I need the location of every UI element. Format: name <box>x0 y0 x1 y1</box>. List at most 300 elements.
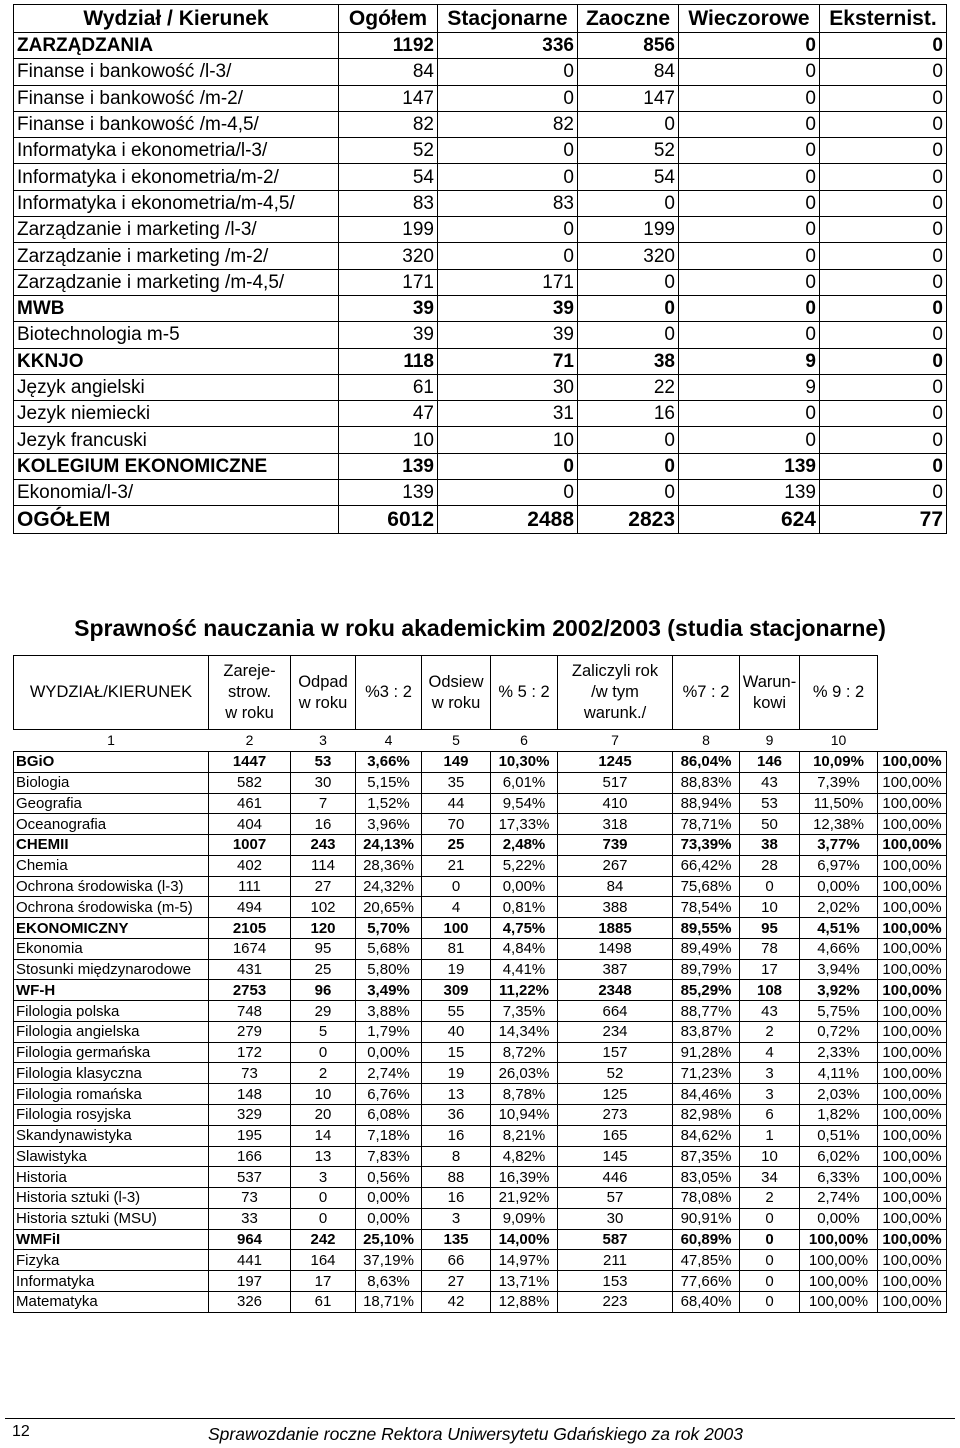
table-row <box>14 938 947 959</box>
cell-conditional-pct: 2,03% <box>800 1084 878 1105</box>
cell-attrition: 19 <box>422 1063 491 1084</box>
cell-conditional: 3 <box>740 1063 800 1084</box>
cell-passed-pct: 88,94% <box>673 793 740 814</box>
cell-total: 54 <box>339 164 438 190</box>
cell-passed: 273 <box>558 1105 673 1126</box>
cell-registered: 73 <box>209 1188 291 1209</box>
cell-conditional-pct: 0,72% <box>800 1021 878 1042</box>
cell-dropout-pct: 0,00% <box>356 1042 422 1063</box>
table-row <box>14 164 947 190</box>
cell-conditional: 10 <box>740 1146 800 1167</box>
cell-attrition-pct: 13,71% <box>491 1271 558 1292</box>
cell-conditional-pct: 2,02% <box>800 897 878 918</box>
cell-conditional-pct: 6,02% <box>800 1146 878 1167</box>
cell-external: 0 <box>820 401 947 427</box>
cell-attrition: 25 <box>422 835 491 856</box>
cell-full-time: 0 <box>438 164 578 190</box>
column-header-dropout-pct: %3 : 2 <box>356 656 422 730</box>
cell-registered: 73 <box>209 1063 291 1084</box>
page-number: 12 <box>12 1423 30 1440</box>
cell-conditional-pct: 3,92% <box>800 980 878 1001</box>
column-number-spacer <box>878 730 947 752</box>
row-label: WMFiI <box>14 1229 209 1250</box>
cell-attrition-pct: 26,03% <box>491 1063 558 1084</box>
cell-passed-pct: 84,46% <box>673 1084 740 1105</box>
cell-dropout-pct: 5,70% <box>356 918 422 939</box>
column-header-registered: Zareje- strow. w roku <box>209 656 291 730</box>
cell-total-pct: 100,00% <box>878 1146 947 1167</box>
cell-dropout-pct: 5,68% <box>356 938 422 959</box>
row-label: Informatyka i ekonometria/m-4,5/ <box>14 190 339 216</box>
row-label: Fizyka <box>14 1250 209 1271</box>
cell-total-pct: 100,00% <box>878 1084 947 1105</box>
cell-attrition: 19 <box>422 959 491 980</box>
table-row <box>14 918 947 939</box>
table-row <box>14 1084 947 1105</box>
column-header-department: WYDZIAŁ/KIERUNEK <box>14 656 209 730</box>
cell-dropout: 27 <box>291 876 356 897</box>
row-label: Informatyka <box>14 1271 209 1292</box>
cell-attrition-pct: 4,84% <box>491 938 558 959</box>
cell-attrition: 309 <box>422 980 491 1001</box>
section-title: Sprawność nauczania w roku akademickim 2002/2003 (studia stacjonarne) <box>74 615 886 641</box>
cell-total-pct: 100,00% <box>878 1167 947 1188</box>
cell-dropout-pct: 24,32% <box>356 876 422 897</box>
cell-registered: 1674 <box>209 938 291 959</box>
cell-dropout-pct: 3,88% <box>356 1001 422 1022</box>
cell-dropout: 53 <box>291 752 356 773</box>
table-row <box>14 269 947 295</box>
cell-dropout: 164 <box>291 1250 356 1271</box>
cell-full-time: 82 <box>438 111 578 137</box>
column-header-external: Eksternist. <box>820 5 947 33</box>
efficiency-table <box>13 655 947 1313</box>
cell-total: 39 <box>339 295 438 321</box>
cell-full-time: 0 <box>438 138 578 164</box>
cell-passed: 2348 <box>558 980 673 1001</box>
row-label: Chemia <box>14 855 209 876</box>
cell-registered: 148 <box>209 1084 291 1105</box>
cell-extramural: 0 <box>578 322 679 348</box>
cell-full-time: 336 <box>438 33 578 59</box>
cell-conditional: 0 <box>740 1250 800 1271</box>
cell-conditional: 95 <box>740 918 800 939</box>
cell-conditional-pct: 12,38% <box>800 814 878 835</box>
cell-conditional-pct: 2,74% <box>800 1188 878 1209</box>
cell-full-time: 0 <box>438 453 578 479</box>
row-label: Oceanografia <box>14 814 209 835</box>
cell-dropout: 20 <box>291 1105 356 1126</box>
table-row <box>14 453 947 479</box>
table-row <box>14 793 947 814</box>
cell-attrition: 70 <box>422 814 491 835</box>
cell-external: 0 <box>820 111 947 137</box>
cell-total: 171 <box>339 269 438 295</box>
cell-full-time: 39 <box>438 295 578 321</box>
cell-external: 0 <box>820 322 947 348</box>
cell-attrition: 40 <box>422 1021 491 1042</box>
cell-total-pct: 100,00% <box>878 1229 947 1250</box>
table-row <box>14 33 947 59</box>
table-row <box>14 217 947 243</box>
cell-attrition: 44 <box>422 793 491 814</box>
cell-attrition: 13 <box>422 1084 491 1105</box>
cell-passed-pct: 89,79% <box>673 959 740 980</box>
cell-passed: 410 <box>558 793 673 814</box>
cell-conditional: 0 <box>740 1229 800 1250</box>
table-row <box>14 1250 947 1271</box>
row-label: Matematyka <box>14 1291 209 1312</box>
cell-conditional: 43 <box>740 1001 800 1022</box>
table-row <box>14 1271 947 1292</box>
cell-extramural: 0 <box>578 269 679 295</box>
cell-conditional: 0 <box>740 1291 800 1312</box>
cell-evening: 0 <box>679 295 820 321</box>
cell-dropout: 10 <box>291 1084 356 1105</box>
column-header-total: Ogółem <box>339 5 438 33</box>
table-row <box>14 897 947 918</box>
cell-total-pct: 100,00% <box>878 1042 947 1063</box>
cell-passed: 739 <box>558 835 673 856</box>
cell-attrition-pct: 0,81% <box>491 897 558 918</box>
column-header-department: Wydział / Kierunek <box>14 5 339 33</box>
table-row <box>14 85 947 111</box>
cell-conditional-pct: 4,51% <box>800 918 878 939</box>
cell-extramural: 84 <box>578 59 679 85</box>
cell-registered: 2105 <box>209 918 291 939</box>
row-label: BGiO <box>14 752 209 773</box>
cell-passed-pct: 83,87% <box>673 1021 740 1042</box>
cell-external: 0 <box>820 138 947 164</box>
cell-dropout-pct: 25,10% <box>356 1229 422 1250</box>
cell-total-pct: 100,00% <box>878 918 947 939</box>
cell-evening: 0 <box>679 190 820 216</box>
cell-dropout-pct: 2,74% <box>356 1063 422 1084</box>
cell-passed: 153 <box>558 1271 673 1292</box>
cell-conditional: 28 <box>740 855 800 876</box>
cell-total-pct: 100,00% <box>878 1105 947 1126</box>
row-label: Stosunki międzynarodowe <box>14 959 209 980</box>
cell-dropout: 5 <box>291 1021 356 1042</box>
row-label: Filologia germańska <box>14 1042 209 1063</box>
cell-conditional: 0 <box>740 1271 800 1292</box>
cell-passed: 157 <box>558 1042 673 1063</box>
cell-extramural: 856 <box>578 33 679 59</box>
column-number: 2 <box>245 732 254 748</box>
cell-evening: 0 <box>679 217 820 243</box>
cell-external: 0 <box>820 164 947 190</box>
cell-passed-pct: 47,85% <box>673 1250 740 1271</box>
header-row <box>14 5 947 33</box>
cell-conditional: 43 <box>740 772 800 793</box>
table-row <box>14 1229 947 1250</box>
cell-passed-pct: 88,77% <box>673 1001 740 1022</box>
cell-dropout-pct: 20,65% <box>356 897 422 918</box>
cell-attrition: 42 <box>422 1291 491 1312</box>
cell-dropout: 17 <box>291 1271 356 1292</box>
table-row <box>14 1105 947 1126</box>
cell-dropout-pct: 3,66% <box>356 752 422 773</box>
column-header-attrition-pct: % 5 : 2 <box>491 656 558 730</box>
row-label: Jezyk francuski <box>14 427 339 453</box>
cell-passed: 125 <box>558 1084 673 1105</box>
cell-attrition: 135 <box>422 1229 491 1250</box>
cell-passed-pct: 78,71% <box>673 814 740 835</box>
cell-passed: 57 <box>558 1188 673 1209</box>
cell-evening: 9 <box>679 348 820 374</box>
cell-evening: 0 <box>679 401 820 427</box>
cell-passed-pct: 89,55% <box>673 918 740 939</box>
cell-registered: 537 <box>209 1167 291 1188</box>
cell-conditional: 53 <box>740 793 800 814</box>
cell-dropout: 243 <box>291 835 356 856</box>
column-header-extramural: Zaoczne <box>578 5 679 33</box>
row-label: Biologia <box>14 772 209 793</box>
cell-attrition-pct: 10,94% <box>491 1105 558 1126</box>
cell-registered: 172 <box>209 1042 291 1063</box>
cell-conditional: 34 <box>740 1167 800 1188</box>
row-label: Ochrona środowiska (m-5) <box>14 897 209 918</box>
cell-full-time: 0 <box>438 243 578 269</box>
cell-extramural: 0 <box>578 111 679 137</box>
cell-attrition: 100 <box>422 918 491 939</box>
cell-passed: 223 <box>558 1291 673 1312</box>
cell-conditional-pct: 6,97% <box>800 855 878 876</box>
cell-attrition-pct: 21,92% <box>491 1188 558 1209</box>
cell-conditional: 17 <box>740 959 800 980</box>
cell-total: 61 <box>339 374 438 400</box>
cell-external: 0 <box>820 453 947 479</box>
cell-dropout-pct: 0,00% <box>356 1188 422 1209</box>
row-label: Ekonomia/l-3/ <box>14 480 339 506</box>
cell-conditional-pct: 0,51% <box>800 1125 878 1146</box>
cell-passed-pct: 73,39% <box>673 835 740 856</box>
cell-full-time: 2488 <box>438 506 578 534</box>
cell-evening: 0 <box>679 59 820 85</box>
cell-full-time: 31 <box>438 401 578 427</box>
cell-attrition: 21 <box>422 855 491 876</box>
cell-conditional: 3 <box>740 1084 800 1105</box>
table-row <box>14 959 947 980</box>
row-label: Biotechnologia m-5 <box>14 322 339 348</box>
cell-passed: 318 <box>558 814 673 835</box>
enrollment-table-body <box>14 33 947 534</box>
column-header-dropout: Odpad w roku <box>291 656 356 730</box>
cell-attrition-pct: 2,48% <box>491 835 558 856</box>
cell-dropout: 16 <box>291 814 356 835</box>
row-label: Filologia klasyczna <box>14 1063 209 1084</box>
cell-full-time: 30 <box>438 374 578 400</box>
cell-conditional: 0 <box>740 1208 800 1229</box>
column-number: 5 <box>452 732 460 748</box>
cell-extramural: 22 <box>578 374 679 400</box>
cell-dropout: 96 <box>291 980 356 1001</box>
cell-registered: 326 <box>209 1291 291 1312</box>
cell-evening: 139 <box>679 480 820 506</box>
cell-total-pct: 100,00% <box>878 1021 947 1042</box>
cell-dropout: 13 <box>291 1146 356 1167</box>
table-row <box>14 1042 947 1063</box>
cell-registered: 582 <box>209 772 291 793</box>
cell-attrition-pct: 12,88% <box>491 1291 558 1312</box>
cell-total-pct: 100,00% <box>878 752 947 773</box>
row-label: Ekonomia <box>14 938 209 959</box>
cell-attrition-pct: 8,72% <box>491 1042 558 1063</box>
cell-evening: 0 <box>679 164 820 190</box>
cell-passed-pct: 77,66% <box>673 1271 740 1292</box>
cell-extramural: 2823 <box>578 506 679 534</box>
cell-conditional: 4 <box>740 1042 800 1063</box>
cell-total-pct: 100,00% <box>878 1271 947 1292</box>
cell-passed: 84 <box>558 876 673 897</box>
cell-external: 0 <box>820 85 947 111</box>
header-row <box>14 656 947 730</box>
cell-registered: 461 <box>209 793 291 814</box>
cell-conditional-pct: 100,00% <box>800 1250 878 1271</box>
cell-conditional-pct: 0,00% <box>800 1208 878 1229</box>
row-label: Informatyka i ekonometria/m-2/ <box>14 164 339 190</box>
cell-attrition-pct: 4,75% <box>491 918 558 939</box>
row-label: Ochrona środowiska (l-3) <box>14 876 209 897</box>
table-row <box>14 111 947 137</box>
column-number: 7 <box>611 732 619 748</box>
cell-full-time: 0 <box>438 480 578 506</box>
cell-registered: 964 <box>209 1229 291 1250</box>
cell-external: 0 <box>820 427 947 453</box>
cell-external: 0 <box>820 33 947 59</box>
cell-total: 39 <box>339 322 438 348</box>
cell-attrition: 35 <box>422 772 491 793</box>
cell-total: 199 <box>339 217 438 243</box>
cell-attrition: 16 <box>422 1125 491 1146</box>
cell-attrition: 55 <box>422 1001 491 1022</box>
cell-attrition-pct: 8,21% <box>491 1125 558 1146</box>
cell-extramural: 0 <box>578 427 679 453</box>
cell-total-pct: 100,00% <box>878 793 947 814</box>
cell-passed: 267 <box>558 855 673 876</box>
cell-conditional: 50 <box>740 814 800 835</box>
row-label: Jezyk niemiecki <box>14 401 339 427</box>
cell-passed: 52 <box>558 1063 673 1084</box>
cell-dropout-pct: 8,63% <box>356 1271 422 1292</box>
cell-registered: 329 <box>209 1105 291 1126</box>
row-label: Skandynawistyka <box>14 1125 209 1146</box>
cell-total-pct: 100,00% <box>878 1001 947 1022</box>
cell-attrition: 0 <box>422 876 491 897</box>
cell-conditional-pct: 11,50% <box>800 793 878 814</box>
cell-external: 0 <box>820 243 947 269</box>
cell-passed: 234 <box>558 1021 673 1042</box>
cell-dropout-pct: 0,00% <box>356 1208 422 1229</box>
cell-attrition: 4 <box>422 897 491 918</box>
cell-extramural: 147 <box>578 85 679 111</box>
table-row <box>14 1146 947 1167</box>
cell-total-pct: 100,00% <box>878 876 947 897</box>
cell-registered: 404 <box>209 814 291 835</box>
cell-attrition: 27 <box>422 1271 491 1292</box>
cell-extramural: 320 <box>578 243 679 269</box>
footer-caption: Sprawozdanie roczne Rektora Uniwersytetu Gdańskiego za rok 2003 <box>208 1424 744 1444</box>
cell-external: 0 <box>820 374 947 400</box>
cell-evening: 0 <box>679 85 820 111</box>
cell-dropout: 7 <box>291 793 356 814</box>
cell-passed-pct: 86,04% <box>673 752 740 773</box>
cell-attrition-pct: 0,00% <box>491 876 558 897</box>
cell-attrition-pct: 7,35% <box>491 1001 558 1022</box>
row-label: Historia sztuki (l-3) <box>14 1188 209 1209</box>
cell-attrition-pct: 16,39% <box>491 1167 558 1188</box>
cell-attrition: 3 <box>422 1208 491 1229</box>
cell-total-pct: 100,00% <box>878 938 947 959</box>
cell-total-pct: 100,00% <box>878 897 947 918</box>
row-label: Język angielski <box>14 374 339 400</box>
row-label: Filologia rosyjska <box>14 1105 209 1126</box>
cell-dropout: 30 <box>291 772 356 793</box>
cell-dropout: 0 <box>291 1208 356 1229</box>
column-header-attrition: Odsiew w roku <box>422 656 491 730</box>
column-number: 10 <box>830 732 847 748</box>
cell-extramural: 0 <box>578 453 679 479</box>
cell-dropout-pct: 1,52% <box>356 793 422 814</box>
table-row <box>14 348 947 374</box>
cell-registered: 748 <box>209 1001 291 1022</box>
cell-passed: 145 <box>558 1146 673 1167</box>
cell-attrition-pct: 9,09% <box>491 1208 558 1229</box>
cell-registered: 441 <box>209 1250 291 1271</box>
cell-passed: 587 <box>558 1229 673 1250</box>
cell-total: 83 <box>339 190 438 216</box>
cell-attrition: 81 <box>422 938 491 959</box>
cell-total: 84 <box>339 59 438 85</box>
table-row <box>14 814 947 835</box>
cell-full-time: 71 <box>438 348 578 374</box>
cell-dropout: 25 <box>291 959 356 980</box>
cell-passed-pct: 91,28% <box>673 1042 740 1063</box>
cell-registered: 494 <box>209 897 291 918</box>
column-header-full-time: Stacjonarne <box>438 5 578 33</box>
cell-dropout: 120 <box>291 918 356 939</box>
cell-attrition-pct: 14,00% <box>491 1229 558 1250</box>
cell-evening: 0 <box>679 138 820 164</box>
cell-passed-pct: 68,40% <box>673 1291 740 1312</box>
cell-conditional-pct: 6,33% <box>800 1167 878 1188</box>
cell-total-pct: 100,00% <box>878 1125 947 1146</box>
cell-conditional-pct: 100,00% <box>800 1291 878 1312</box>
column-header-passed-pct: %7 : 2 <box>673 656 740 730</box>
cell-passed: 1885 <box>558 918 673 939</box>
cell-passed: 664 <box>558 1001 673 1022</box>
column-header-conditional: Warun- kowi <box>740 656 800 730</box>
row-label: Geografia <box>14 793 209 814</box>
cell-total-pct: 100,00% <box>878 835 947 856</box>
cell-attrition: 36 <box>422 1105 491 1126</box>
cell-conditional: 146 <box>740 752 800 773</box>
table-row <box>14 480 947 506</box>
cell-extramural: 16 <box>578 401 679 427</box>
cell-dropout-pct: 3,49% <box>356 980 422 1001</box>
cell-full-time: 0 <box>438 217 578 243</box>
cell-conditional-pct: 5,75% <box>800 1001 878 1022</box>
cell-dropout-pct: 7,83% <box>356 1146 422 1167</box>
cell-dropout-pct: 18,71% <box>356 1291 422 1312</box>
cell-extramural: 54 <box>578 164 679 190</box>
cell-attrition: 16 <box>422 1188 491 1209</box>
cell-passed-pct: 88,83% <box>673 772 740 793</box>
cell-passed: 1245 <box>558 752 673 773</box>
table-row <box>14 855 947 876</box>
cell-attrition: 66 <box>422 1250 491 1271</box>
row-label: KKNJO <box>14 348 339 374</box>
